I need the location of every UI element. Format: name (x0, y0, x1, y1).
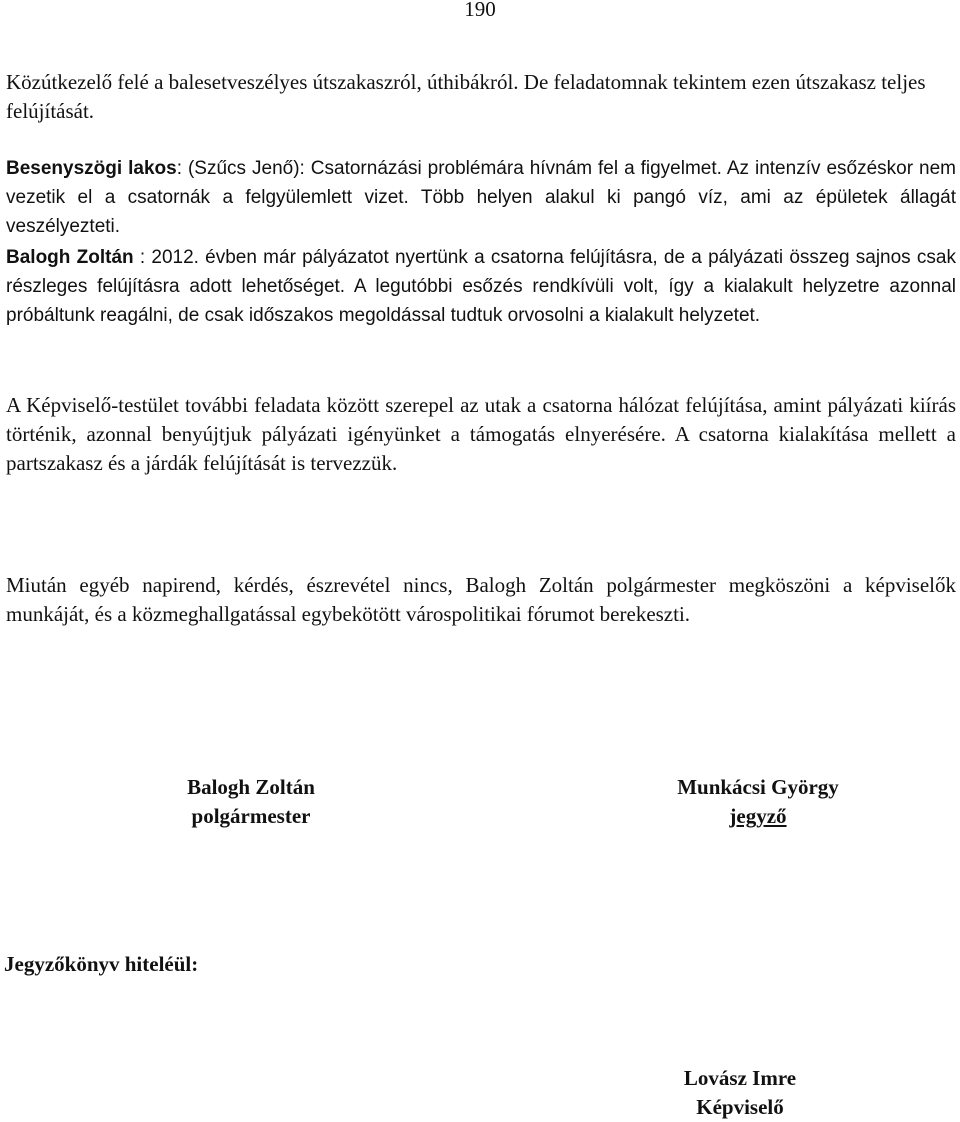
signature-name: Lovász Imre (683, 1066, 797, 1090)
authentication-label: Jegyzőkönyv hiteléül: (4, 952, 199, 976)
speaker-label: Besenyszögi lakos (6, 158, 177, 179)
paragraph-resident-sewer (6, 154, 956, 241)
signature-name: Balogh Zoltán (187, 775, 315, 799)
paragraph-road-maintenance (6, 68, 956, 126)
paragraph-text: A Képviselő-testület további feladata között szerepel az utak a csatorna hálózat felújítása, amint pályázati kiírás történik, azonnal benyújtjuk pályázati igényünket a támogatás elnyerésére. A csatorna kialakítása mellett a partszakasz és a járdák felújítását is tervezzük. (6, 393, 956, 475)
paragraph-mayor-reply (6, 243, 956, 330)
paragraph-text: Miután egyéb napirend, kérdés, észrevétel nincs, Balogh Zoltán polgármester megköszöni a képviselők munkáját, és a közmeghallgatással egybekötött várospolitikai fórumot berekeszti. (6, 573, 956, 626)
signature-title: Képviselő (696, 1095, 784, 1119)
signature-mayor (136, 773, 366, 831)
page-number: 190 (464, 0, 496, 21)
paragraph-council-tasks (6, 391, 956, 478)
signature-title: jegyző (729, 804, 787, 828)
paragraph-text: : 2012. évben már pályázatot nyertünk a csatorna felújításra, de a pályázati összeg sajnos csak részleges felújításra adott lehetőséget. A legutóbbi esőzés rendkívüli volt, így a kialakult helyzetre azonnal próbáltunk reagálni, de csak időszakos megoldással tudtuk orvosolni a kialakult helyzetet. (6, 247, 956, 326)
paragraph-text: Közútkezelő felé a balesetveszélyes útszakaszról, úthibákról. De feladatomnak tekintem ezen útszakasz teljes felújítását. (6, 70, 926, 123)
signature-notary (630, 773, 886, 831)
signature-representative (640, 1064, 840, 1122)
paragraph-body (6, 243, 956, 330)
speaker-label: Balogh Zoltán (6, 247, 134, 268)
signature-title: polgármester (191, 804, 311, 828)
paragraph-text: : (Szűcs Jenő): Csatornázási problémára hívnám fel a figyelmet. Az intenzív esőzéskor nem vezetik el a csatornák a felgyülemlett vizet. Több helyen alakul ki pangó víz, ami az épületek állagát veszélyezteti. (6, 158, 956, 237)
paragraph-closing (6, 571, 956, 629)
paragraph-body (6, 154, 956, 241)
signature-name: Munkácsi György (677, 775, 839, 799)
